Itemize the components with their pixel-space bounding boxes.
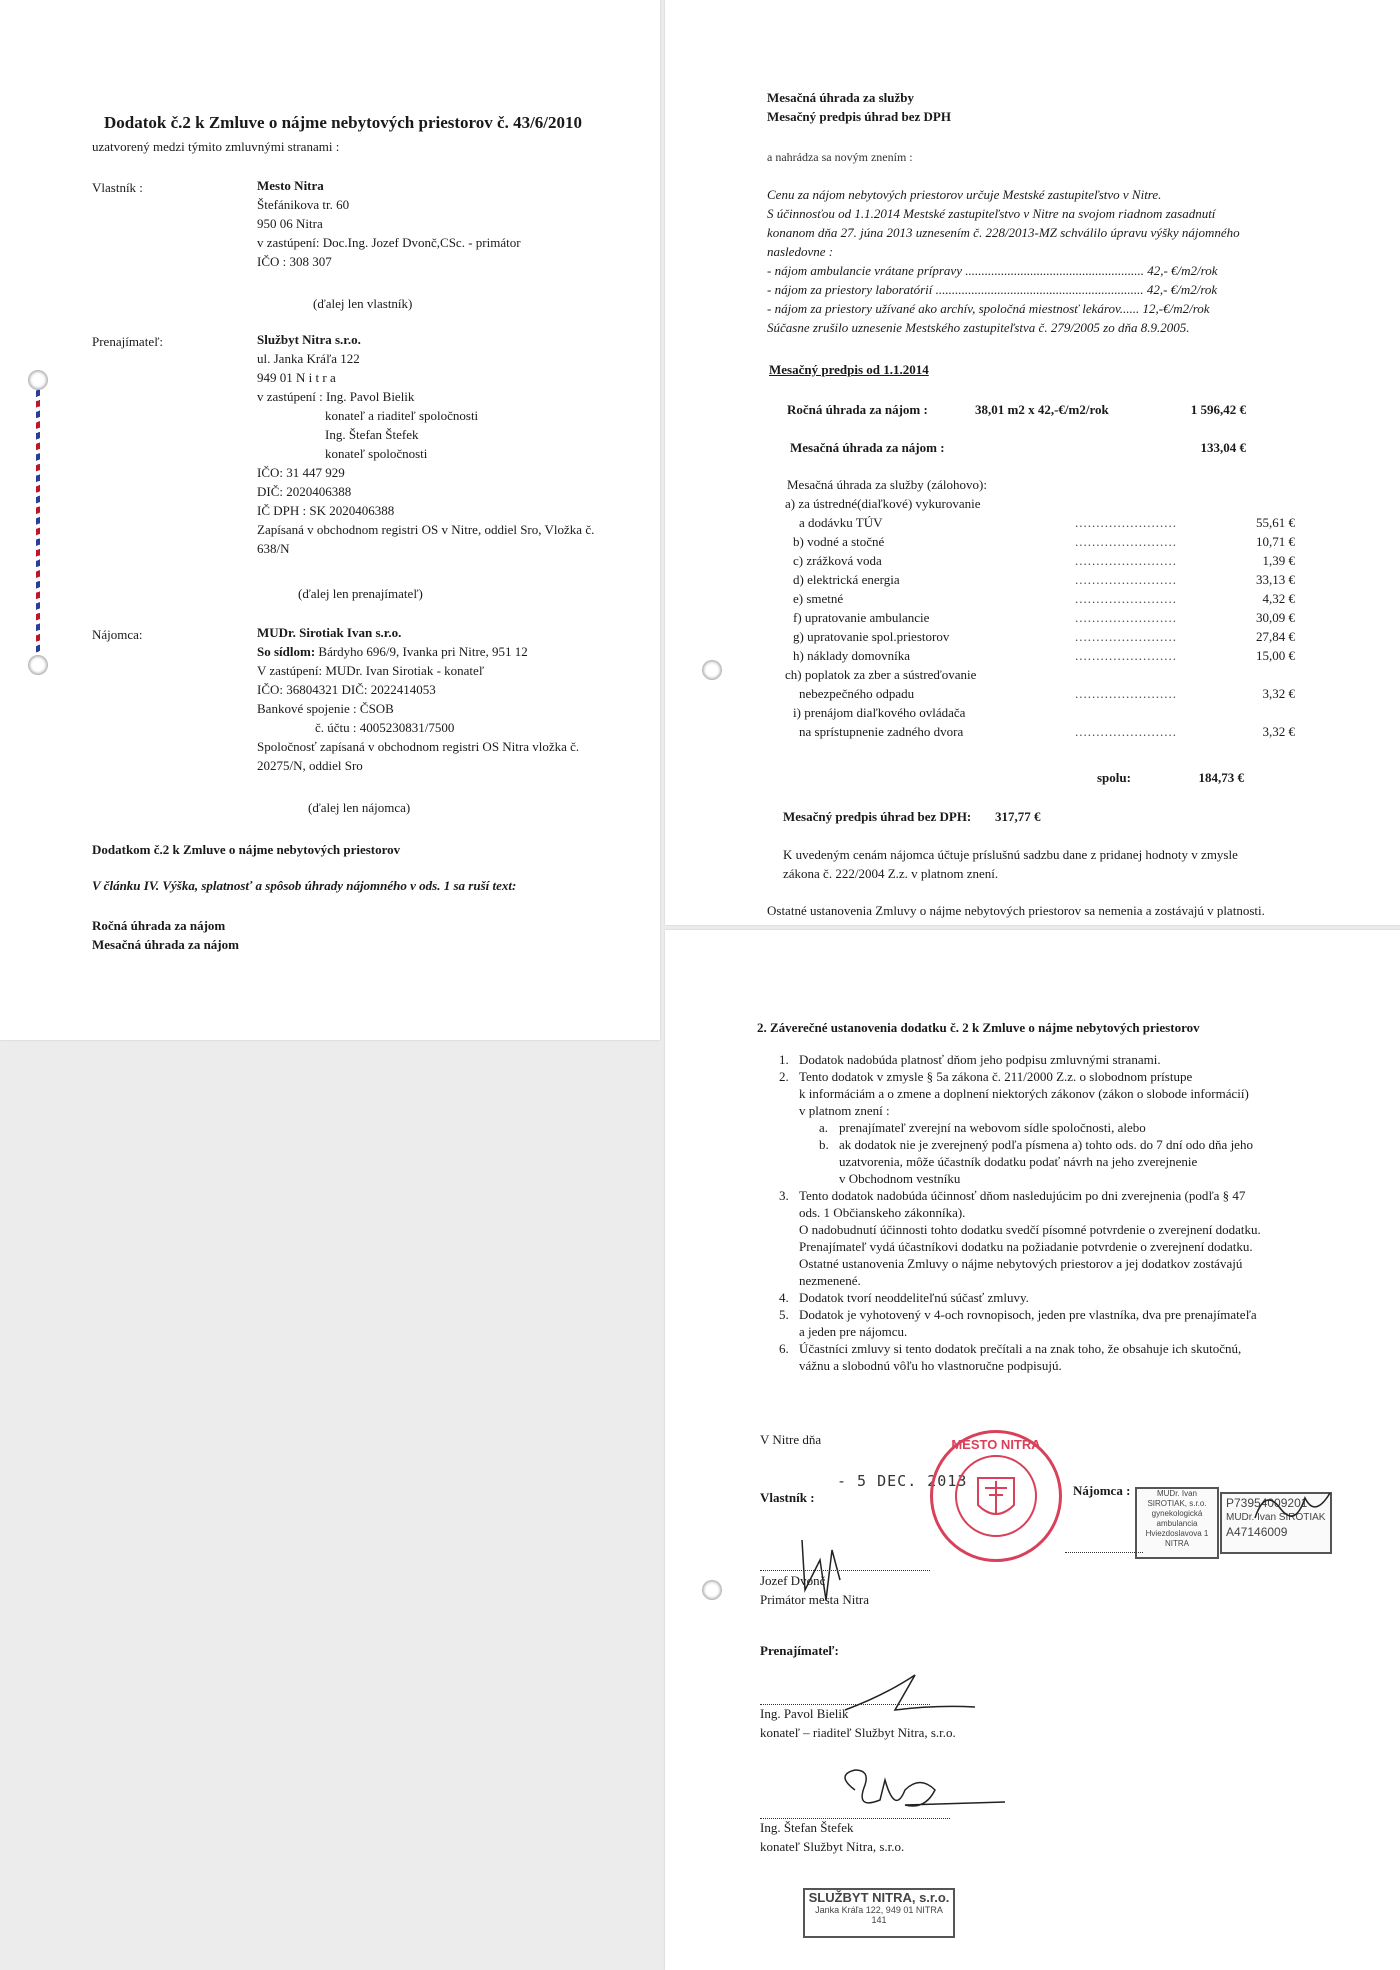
provision-text: uzatvorenia, môže účastník dodatku podať návrh na jeho zverejnenie: [839, 1154, 1198, 1169]
tenant-stamp-line: gynekologická: [1151, 1509, 1203, 1518]
provision-number: 6.: [779, 1341, 789, 1356]
service-label: h) náklady domovníka: [793, 648, 910, 663]
service-label: nebezpečného odpadu: [799, 686, 915, 701]
service-value: 30,09 €: [1256, 610, 1295, 625]
owner-ico: IČO : 308 307: [257, 254, 332, 269]
owner-name: Mesto Nitra: [257, 178, 324, 193]
document-subtitle: uzatvorený medzi týmito zmluvnými stranami :: [92, 139, 340, 154]
monthly-rent-value: 133,04 €: [1200, 440, 1246, 455]
service-value: 10,71 €: [1256, 534, 1295, 549]
tenant-stamp-line: NITRA: [1165, 1539, 1189, 1548]
provision-number: 1.: [779, 1052, 789, 1067]
services-heading: Mesačná úhrada za služby: [767, 90, 914, 105]
binding-cord: [36, 380, 40, 660]
punch-hole: [28, 370, 48, 390]
tenant-note: (ďalej len nájomca): [308, 800, 411, 815]
tenant-signature-line: [1065, 1552, 1143, 1553]
lessor-signatory-2-name: Ing. Štefan Štefek: [760, 1820, 854, 1835]
tenant-seat-value: Bárdyho 696/9, Ivanka pri Nitre, 951 12: [315, 644, 528, 659]
owner-note: (ďalej len vlastník): [313, 296, 413, 311]
tenant-seat-label: So sídlom:: [257, 644, 316, 659]
service-value: 27,84 €: [1256, 629, 1295, 644]
monthly-rent-label: Mesačná úhrada za nájom :: [790, 440, 945, 455]
service-leader-dots: ........................: [1075, 686, 1177, 701]
provision-text: Tento dodatok nadobúda účinnosť dňom nasledujúcim po dni zverejnenia (podľa § 47: [799, 1188, 1246, 1203]
resolution-line: - nájom ambulancie vrátane prípravy ....................................................... 42,- €/m2/rok: [767, 263, 1218, 278]
dodatkom-line: Dodatkom č.2 k Zmluve o nájme nebytových priestorov: [92, 842, 401, 857]
lessor-stamp: [803, 1888, 955, 1938]
service-label: ch) poplatok za zber a sústreďovanie: [785, 667, 977, 682]
service-leader-dots: ........................: [1075, 572, 1177, 587]
lessor-register: Zapísaná v obchodnom registri OS v Nitre, oddiel Sro, Vložka č.: [257, 522, 595, 537]
tenant-signature-label: Nájomca :: [1073, 1483, 1131, 1498]
provision-number: 2.: [779, 1069, 789, 1084]
service-leader-dots: ........................: [1075, 515, 1177, 530]
provision-text: prenajímateľ zverejní na webovom sídle spoločnosti, alebo: [839, 1120, 1146, 1135]
tenant-ico-dic: IČO: 36804321 DIČ: 2022414053: [257, 682, 436, 697]
punch-hole: [28, 655, 48, 675]
tenant-stamp-line: MUDr. Ivan: [1156, 1489, 1197, 1498]
tenant-stamp-code: P73954009201: [1226, 1496, 1308, 1510]
owner-block: [257, 178, 521, 273]
place-line: V Nitre dňa: [760, 1432, 822, 1447]
resolution-line: - nájom za priestory užívané ako archív, spoločná miestnosť lekárov...... 12,-€/m2/rok: [767, 301, 1210, 316]
service-row: [785, 705, 1295, 724]
lessor-ic-dph: IČ DPH : SK 2020406388: [257, 503, 395, 518]
service-value: 1,39 €: [1262, 553, 1295, 568]
owner-label: Vlastník :: [92, 180, 143, 195]
service-row: [785, 610, 1295, 629]
tenant-label: Nájomca:: [92, 627, 143, 642]
provision-text: ods. 1 Občianskeho zákonníka).: [799, 1205, 966, 1220]
services-table: [785, 496, 1295, 743]
service-label: e) smetné: [793, 591, 844, 606]
owner-city: 950 06 Nitra: [257, 216, 323, 231]
lessor-city: 949 01 N i t r a: [257, 370, 336, 385]
provision-number: a.: [819, 1120, 829, 1135]
provision-text: Účastníci zmluvy si tento dodatok prečítali a na znak toho, že obsahuje ich skutočnú,: [799, 1341, 1242, 1356]
service-value: 3,32 €: [1262, 724, 1295, 739]
provision-text: Tento dodatok v zmysle § 5a zákona č. 211/2000 Z.z. o slobodnom prístupe: [799, 1069, 1193, 1084]
service-leader-dots: ........................: [1075, 724, 1177, 739]
provision-number: 5.: [779, 1307, 789, 1322]
owner-signature-label: Vlastník :: [760, 1490, 815, 1505]
provision-text: O nadobudnutí účinnosti tohto dodatku svedčí písomné potvrdenie o zverejnení dodatku.: [799, 1222, 1261, 1237]
tenant-name: MUDr. Sirotiak Ivan s.r.o.: [257, 625, 402, 640]
tenant-stamp-name: MUDr. Ivan SIROTIAK: [1226, 1512, 1326, 1523]
punch-hole: [702, 1580, 722, 1600]
tenant-bank: Bankové spojenie : ČSOB: [257, 701, 394, 716]
article-line: V článku IV. Výška, splatnosť a spôsob úhrady nájomného v ods. 1 sa ruší text:: [92, 878, 517, 893]
provision-number: 3.: [779, 1188, 789, 1203]
tenant-signature: [1245, 1478, 1335, 1538]
provision-number: b.: [819, 1137, 829, 1152]
lessor-representative-2: Ing. Štefan Štefek: [325, 427, 419, 442]
service-row: [785, 534, 1295, 553]
provision-text: ak dodatok nie je zverejnený podľa písmena a) tohto ods. do 7 dní odo dňa jeho: [839, 1137, 1253, 1152]
final-provisions-heading: 2. Záverečné ustanovenia dodatku č. 2 k Zmluve o nájme nebytových priestorov: [757, 1020, 1200, 1035]
service-label: c) zrážková voda: [793, 553, 882, 568]
vat-note-1: K uvedeným cenám nájomca účtuje príslušnú sadzbu dane z pridanej hodnoty v zmysle: [783, 847, 1238, 862]
service-leader-dots: ........................: [1075, 534, 1177, 549]
owner-signatory-role: Primátor mesta Nitra: [760, 1592, 870, 1607]
service-value: 55,61 €: [1256, 515, 1295, 530]
lessor-street: ul. Janka Kráľa 122: [257, 351, 360, 366]
service-label: a dodávku TÚV: [799, 515, 883, 530]
city-seal-text: MESTO NITRA: [951, 1437, 1041, 1452]
replacement-note: a nahrádza sa novým znením :: [767, 150, 913, 164]
tenant-register-2: 20275/N, oddiel Sro: [257, 758, 363, 773]
page-left: [0, 0, 660, 1040]
lessor-signature-1: [825, 1655, 985, 1725]
lessor-representative: v zastúpení : Ing. Pavol Bielik: [257, 389, 415, 404]
owner-representative: v zastúpení: Doc.Ing. Jozef Dvonč,CSc. - primátor: [257, 235, 521, 250]
service-row: [785, 572, 1295, 591]
tenant-stamp: [1135, 1487, 1219, 1559]
prescription-heading: Mesačný predpis úhrad bez DPH: [767, 109, 951, 124]
service-label: f) upratovanie ambulancie: [793, 610, 930, 625]
lessor-stamp-line: SLUŽBYT NITRA, s.r.o.: [808, 1890, 950, 1905]
total-label: spolu:: [1097, 770, 1131, 785]
service-leader-dots: ........................: [1075, 610, 1177, 625]
annual-rent-value: 1 596,42 €: [1190, 402, 1246, 417]
annual-rent-calc: 38,01 m2 x 42,-€/m2/rok: [975, 402, 1109, 417]
service-row: [785, 496, 1295, 515]
tenant-stamp-line: ambulancia: [1156, 1519, 1198, 1528]
service-value: 3,32 €: [1262, 686, 1295, 701]
service-label: g) upratovanie spol.priestorov: [793, 629, 950, 644]
provision-text: k informáciám a o zmene a doplnení niektorých zákonov (zákon o slobode informácií): [799, 1086, 1249, 1101]
tenant-register: Spoločnosť zapísaná v obchodnom registri OS Nitra vložka č.: [257, 739, 580, 754]
tenant-block: [257, 625, 579, 777]
city-seal-emblem: [933, 1433, 1059, 1559]
lessor-name: Službyt Nitra s.r.o.: [257, 332, 361, 347]
lessor-signatory-1-name: Ing. Pavol Bielik: [760, 1706, 849, 1721]
lessor-signatory-2-role: konateľ Službyt Nitra, s.r.o.: [760, 1839, 905, 1854]
resolution-line: - nájom za priestory laboratórií ................................................................ 42,- €/m2/rok: [767, 282, 1218, 297]
service-row: [785, 553, 1295, 572]
provision-text: Dodatok nadobúda platnosť dňom jeho podpisu zmluvnými stranami.: [799, 1052, 1161, 1067]
service-row: [785, 667, 1295, 686]
owner-signatory-name: Jozef Dvonč: [760, 1573, 826, 1588]
punch-hole: [702, 660, 722, 680]
service-leader-dots: ........................: [1075, 553, 1177, 568]
tenant-stamp-code: A47146009: [1226, 1525, 1288, 1539]
document-title: Dodatok č.2 k Zmluve o nájme nebytových priestorov č. 43/6/2010: [104, 113, 583, 132]
service-label: i) prenájom diaľkového ovládača: [793, 705, 966, 720]
prescription-total-value: 317,77 €: [995, 809, 1041, 824]
page-right-bottom: [665, 930, 1400, 1970]
provision-text: a jeden pre nájomcu.: [799, 1324, 908, 1339]
service-row: [785, 515, 1295, 534]
service-label: a) za ústredné(diaľkové) vykurovanie: [785, 496, 981, 511]
prescription-total-label: Mesačný predpis úhrad bez DPH:: [783, 809, 972, 824]
service-leader-dots: ........................: [1075, 629, 1177, 644]
city-seal: [930, 1430, 1062, 1562]
lessor-signature-line-2: [760, 1818, 950, 1819]
provision-text: vážnu a slobodnú vôľu ho vlastnoručne podpisujú.: [799, 1358, 1062, 1373]
lessor-ico: IČO: 31 447 929: [257, 465, 345, 480]
service-value: 15,00 €: [1256, 648, 1295, 663]
lessor-role: konateľ a riaditeľ spoločnosti: [325, 408, 479, 423]
tenant-account: č. účtu : 4005230831/7500: [315, 720, 455, 735]
lessor-block: [257, 332, 594, 560]
page-right-top: [665, 0, 1400, 925]
provision-text: Ostatné ustanovenia Zmluvy o nájme nebytových priestorov a jej dodatkov zostávajú: [799, 1256, 1243, 1271]
tenant-representative: V zastúpení: MUDr. Ivan Sirotiak - konateľ: [257, 663, 485, 678]
lessor-dic: DIČ: 2020406388: [257, 484, 352, 499]
provision-text: Dodatok tvorí neoddeliteľnú súčasť zmluvy.: [799, 1290, 1029, 1305]
lessor-role-2: konateľ spoločnosti: [325, 446, 428, 461]
owner-signature-line: [760, 1570, 930, 1571]
provision-text: Dodatok je vyhotovený v 4-och rovnopisoch, jeden pre vlastníka, dva pre prenajímateľa: [799, 1307, 1257, 1322]
service-label: d) elektrická energia: [793, 572, 900, 587]
owner-street: Štefánikova tr. 60: [257, 197, 350, 212]
lessor-signature-line-1: [760, 1704, 930, 1705]
lessor-stamp-line: Janka Kráľa 122, 949 01 NITRA: [815, 1905, 943, 1915]
monthly-payment-line: Mesačná úhrada za nájom: [92, 937, 239, 952]
service-row: [785, 686, 1295, 705]
provision-text: v platnom znení :: [799, 1103, 890, 1118]
service-label: b) vodné a stočné: [793, 534, 885, 549]
lessor-register-2: 638/N: [257, 541, 290, 556]
tenant-seat: [257, 644, 579, 663]
resolution-line: konanom dňa 27. júna 2013 uznesením č. 228/2013-MZ schválilo úpravu výšky nájomného: [767, 225, 1240, 240]
service-row: [785, 648, 1295, 667]
predpis-heading: Mesačný predpis od 1.1.2014: [769, 362, 929, 377]
services-label: Mesačná úhrada za služby (zálohovo):: [787, 477, 987, 492]
annual-payment-line: Ročná úhrada za nájom: [92, 918, 226, 933]
lessor-signatory-1-role: konateľ – riaditeľ Službyt Nitra, s.r.o.: [760, 1725, 956, 1740]
lessor-stamp-line: 141: [871, 1915, 887, 1925]
lessor-label: Prenajímateľ:: [92, 334, 163, 349]
service-value: 33,13 €: [1256, 572, 1295, 587]
provision-text: Prenajímateľ vydá účastníkovi dodatku na požiadanie potvrdenie o zverejnení dodatku.: [799, 1239, 1253, 1254]
resolution-line: nasledovne :: [767, 244, 834, 259]
tenant-stamp-line: SIROTIAK, s.r.o.: [1147, 1499, 1207, 1508]
provision-text: v Obchodnom vestníku: [839, 1171, 961, 1186]
rent-resolution-block: [767, 187, 1240, 339]
resolution-line: S účinnosťou od 1.1.2014 Mestské zastupiteľstvo v Nitre na svojom riadnom zasadnutí: [767, 206, 1216, 221]
service-leader-dots: ........................: [1075, 648, 1177, 663]
provision-text: nezmenené.: [799, 1273, 861, 1288]
resolution-line: Súčasne zrušilo uznesenie Mestského zastupiteľstva č. 279/2005 zo dňa 8.9.2005.: [767, 320, 1190, 335]
resolution-line: Cenu za nájom nebytových priestorov určuje Mestské zastupiteľstvo v Nitre.: [767, 187, 1162, 202]
service-value: 4,32 €: [1262, 591, 1295, 606]
provision-number: 4.: [779, 1290, 789, 1305]
other-provisions: Ostatné ustanovenia Zmluvy o nájme nebytových priestorov sa nemenia a zostávajú v platnosti.: [767, 903, 1265, 918]
date-stamp: - 5 DEC. 2013: [837, 1472, 968, 1490]
service-label: na sprístupnenie zadného dvora: [799, 724, 964, 739]
service-row: [785, 591, 1295, 610]
vat-note-2: zákona č. 222/2004 Z.z. v platnom znení.: [783, 866, 999, 881]
service-row: [785, 629, 1295, 648]
service-leader-dots: ........................: [1075, 591, 1177, 606]
lessor-signature-label: Prenajímateľ:: [760, 1643, 839, 1658]
service-row: [785, 724, 1295, 743]
annual-rent-label: Ročná úhrada za nájom :: [787, 402, 928, 417]
tenant-stamp-line: Hviezdoslavova 1: [1145, 1529, 1209, 1538]
total-value: 184,73 €: [1198, 770, 1244, 785]
lessor-note: (ďalej len prenajímateľ): [298, 586, 423, 601]
